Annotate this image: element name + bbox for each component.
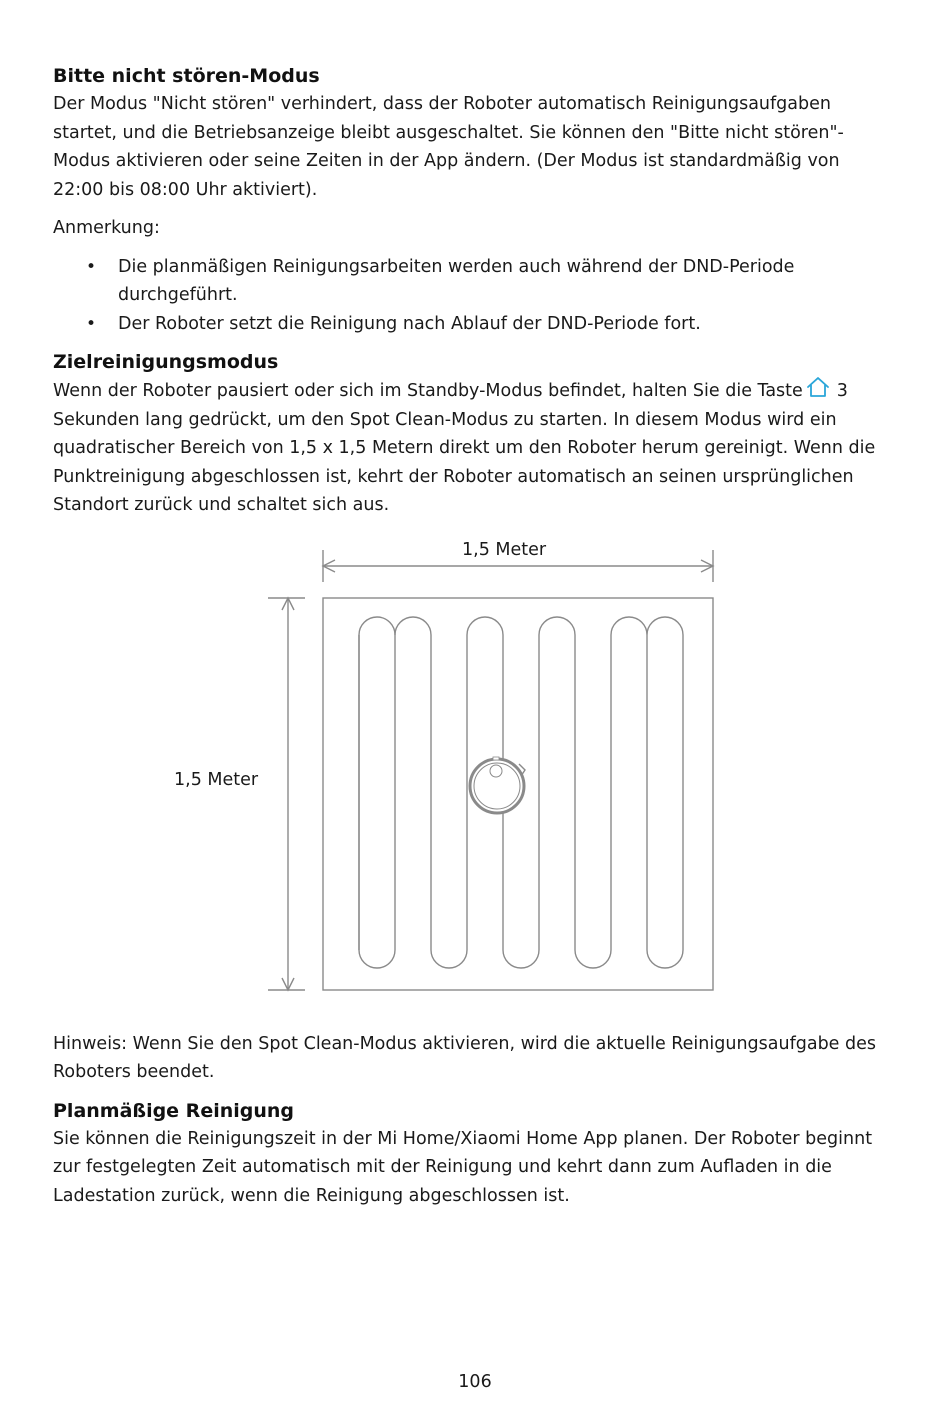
home-icon (805, 376, 831, 398)
spot-hint: Hinweis: Wenn Sie den Spot Clean-Modus aktivieren, wird die aktuelle Reinigungsaufgabe des Roboters beendet. (53, 1033, 876, 1082)
bullet-icon: • (86, 313, 97, 334)
note-label: Anmerkung: (53, 218, 160, 238)
spot-clean-diagram (53, 520, 883, 1030)
note-list (53, 253, 883, 339)
section-title-spot: Zielreinigungsmodus (53, 351, 279, 373)
spot-text-after-icon: 3 Sekunden lang gedrückt, um den Spot Clean-Modus zu starten. In diesem Modus wird ein quadratischer Bereich von 1,5 x 1,5 Metern direkt um den Roboter herum gereinigt. Wenn die Punktreinigung abgeschlossen ist, kehrt der Roboter automatisch an seinen ursprünglichen Standort zurück und schaltet sich aus. (53, 381, 876, 515)
robot-icon (470, 757, 525, 813)
spot-text-before-icon: Wenn der Roboter pausiert oder sich im Standby-Modus befindet, halten Sie die Taste (53, 381, 803, 401)
dnd-paragraph: Der Modus "Nicht stören" verhindert, dass der Roboter automatisch Reinigungsaufgaben startet, und die Betriebsanzeige bleibt ausgeschaltet. Sie können den "Bitte nicht stören"-Modus aktivieren oder seine Zeiten in der App ändern. (Der Modus ist standardmäßig von 22:00 bis 08:00 Uhr aktiviert). (53, 94, 844, 200)
list-item (53, 253, 883, 310)
list-item (53, 310, 883, 339)
height-dimension-label: 1,5 Meter (174, 769, 259, 790)
list-item-text: Die planmäßigen Reinigungsarbeiten werden auch während der DND-Periode durchgeführt. (118, 256, 795, 305)
spot-clean-drawing (53, 520, 883, 1030)
bullet-icon: • (86, 256, 97, 277)
width-dimension-label: 1,5 Meter (462, 539, 547, 560)
section-title-dnd: Bitte nicht stören-Modus (53, 65, 320, 87)
list-item-text: Der Roboter setzt die Reinigung nach Ablauf der DND-Periode fort. (118, 313, 701, 334)
document-page (53, 62, 883, 1210)
section-title-schedule: Planmäßige Reinigung (53, 1099, 295, 1122)
page-number: 106 (458, 1372, 492, 1392)
schedule-paragraph: Sie können die Reinigungszeit in der Mi Home/Xiaomi Home App planen. Der Roboter beginnt zur festgelegten Zeit automatisch mit der Reinigung und kehrt dann zum Aufladen in die Ladestation zurück, wenn die Reinigung abgeschlossen ist. (53, 1128, 873, 1206)
spot-paragraph (53, 376, 883, 520)
